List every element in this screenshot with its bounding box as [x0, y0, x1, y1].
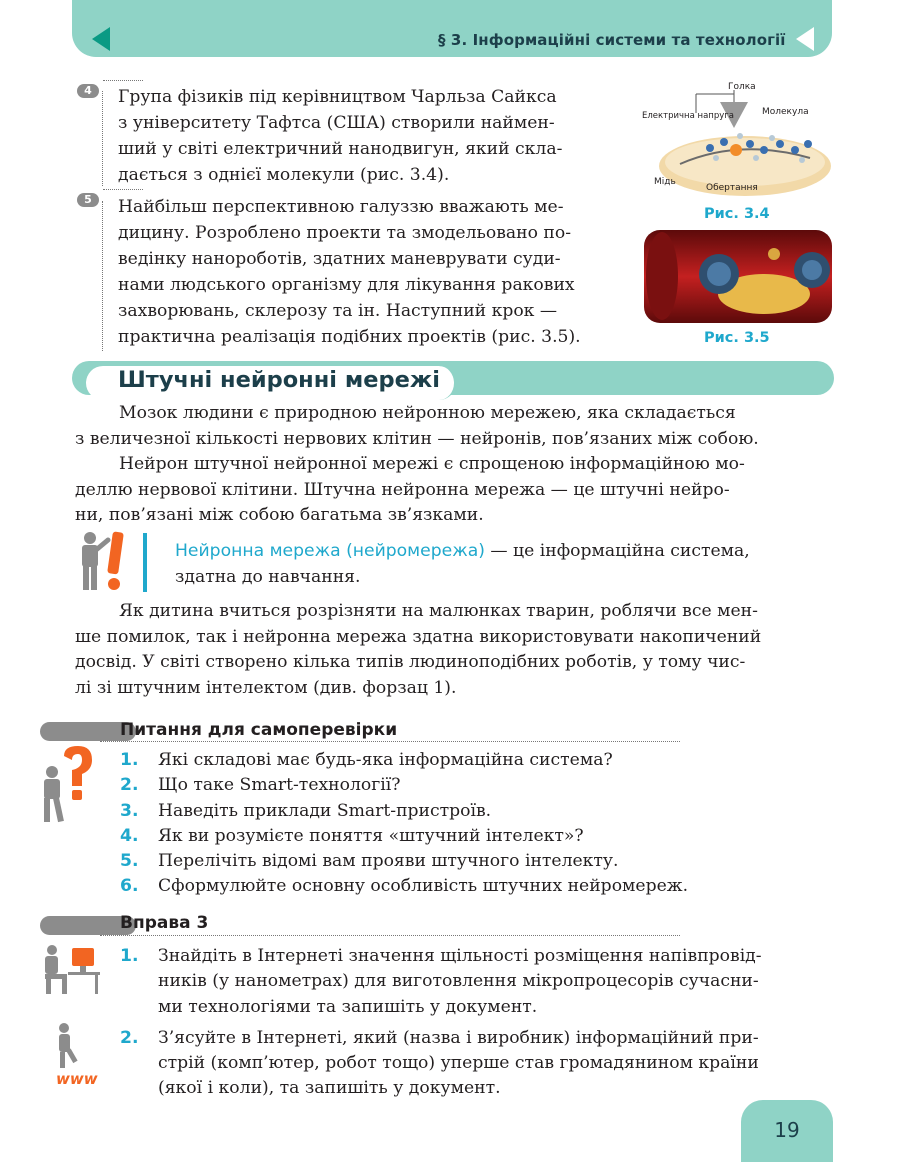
label-rotation: Обертання	[706, 183, 758, 193]
label-voltage: Електрична напруга	[642, 111, 734, 121]
figure-3-4-molecule-motor	[640, 78, 832, 202]
page-number: 19	[774, 1118, 800, 1142]
exercise-title: Вправа 3	[120, 913, 209, 933]
item-number-badge: 4	[77, 84, 99, 98]
list-item: 6. Сформулюйте основну особливість штучних нейромереж.	[120, 876, 689, 897]
figure-3-4-caption: Рис. 3.4	[704, 206, 770, 222]
thinking-person-question-icon	[38, 746, 94, 826]
list-item: 3. Наведіть приклади Smart-пристроїв.	[120, 800, 492, 821]
section-title: Штучні нейронні мережі	[118, 367, 440, 393]
dotted-guide	[102, 201, 103, 351]
exercise-list	[120, 944, 832, 1102]
figure-3-5-nanorobot-vessel	[644, 230, 832, 323]
list-item: 2. З’ясуйте в Інтернеті, який (назва і виробник) інформаційний при- стрій (комп’ютер, робот тощо) уперше став громадянином країни (якої і коли), та запишіть у документ.	[120, 1027, 759, 1099]
label-needle: Голка	[728, 82, 756, 92]
label-molecule: Молекула	[762, 107, 809, 117]
dotted-guide	[102, 91, 103, 186]
paragraph-1: Мозок людини є природною нейронною мережею, яка складається з величезної кількості нервових клітин — нейронів, пов’язаних між собою.	[75, 403, 759, 449]
dotted-guide	[103, 80, 143, 81]
item-4-text: Група фізиків під керівництвом Чарльза Сайкса з університету Тафтса (США) створили наймен- ший у світі електричний нанодвигун, який скла- дається з однієї молекули (рис. 3.4).	[118, 87, 563, 185]
list-item: 1. Які складові має будь-яка інформаційна система?	[120, 750, 613, 770]
questions-list	[120, 748, 832, 900]
definition-term: Нейронна мережа (нейромережа)	[175, 541, 485, 561]
next-arrow-icon[interactable]	[794, 26, 816, 52]
list-item: 5. Перелічіть відомі вам прояви штучного інтелекту.	[120, 851, 619, 872]
person-at-computer-icon	[42, 944, 100, 996]
attention-person-icon	[76, 530, 130, 592]
prev-arrow-icon[interactable]	[90, 26, 112, 52]
dotted-guide	[103, 189, 143, 190]
item-5-text: Найбільш перспективною галуззю вважають ме- дицину. Розроблено проекти та змодельовано по- ведінку нанороботів, здатних маневрувати суди- нами людського організму для лікування ракових захворювань, склерозу та ін. Наступний крок — практична реалізація подібних проектів (рис. 3.5).	[118, 197, 581, 347]
person-climbing-www-icon	[52, 1022, 102, 1086]
www-label: www	[56, 1070, 98, 1086]
figure-3-5-caption: Рис. 3.5	[704, 330, 770, 346]
label-copper: Мідь	[654, 177, 676, 187]
item-number-badge: 5	[77, 193, 99, 207]
list-item: 4. Як ви розумієте поняття «штучний інтелект»?	[120, 825, 584, 846]
header-section-title: § 3. Інформаційні системи та технології	[438, 31, 786, 49]
paragraph-2: Нейрон штучної нейронної мережі є спрощеною інформаційною мо- деллю нервової клітини. Штучна нейронна мережа — це штучні нейро- ни, пов’язані між собою багатьма зв’язками.	[75, 454, 745, 525]
list-item: 1. Знайдіть в Інтернеті значення щільності розміщення напівпровід- ників (у нанометрах) для виготовлення мікропроцесорів сучасни- ми технологіями та запишіть у документ.	[120, 946, 762, 1017]
definition-text: Нейронна мережа (нейромережа) — це інформаційна система, здатна до навчання.	[175, 541, 750, 587]
dotted-divider	[100, 935, 680, 936]
questions-title: Питання для самоперевірки	[120, 720, 398, 740]
dotted-divider	[100, 741, 680, 742]
definition-accent-bar	[143, 533, 147, 592]
list-item: 2. Що таке Smart-технології?	[120, 775, 401, 796]
paragraph-3: Як дитина вчиться розрізняти на малюнках тварин, роблячи все мен- ше помилок, так і нейронна мережа здатна використовувати накопичений досвід. У світі створено кілька типів людиноподібних роботів, у тому чис- лі зі штучним інтелектом (див. форзац 1).	[75, 601, 762, 698]
